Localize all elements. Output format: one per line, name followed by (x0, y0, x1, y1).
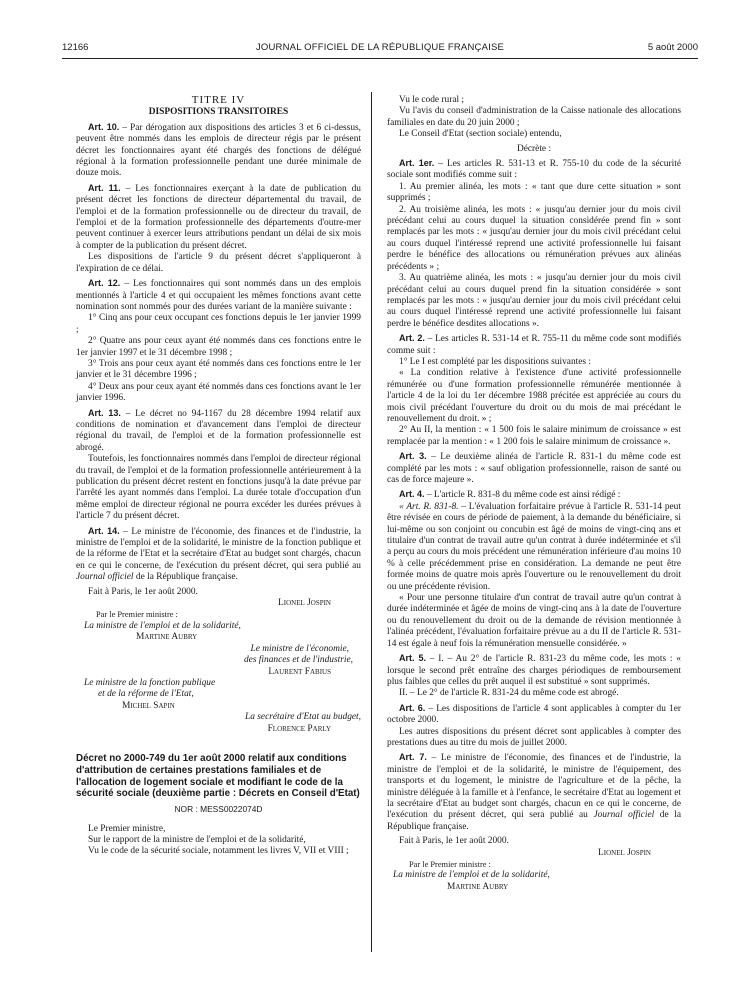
paragraph: Les dispositions de l'article 9 du présent décret s'appliqueront à l'expiration de ce délai. (76, 252, 361, 274)
paragraph: Vu l'avis du conseil d'administration de la Caisse nationale des allocations familiales en date du 20 juin 2000 ; (387, 106, 681, 128)
signatory-title: des finances et de l'industrie, (243, 655, 353, 666)
signatory-title: Le ministre de l'économie, (250, 643, 349, 654)
article-5: Art. 5. – I. – Au 2° de l'article R. 831-23 du même code, les mots : « lorsque le second prêt entraîne des charges périodiques de remboursement plus faibles que celles du prêt auquel il est substitué » sont supprimés. (387, 653, 681, 687)
signatory-name: Martine Aubry (136, 632, 198, 643)
paragraph: II. – Le 2° de l'article R. 831-24 du même code est abrogé. (399, 688, 619, 699)
signatory-title: et de la réforme de l'Etat, (98, 689, 194, 700)
article-7: Art. 7. – Le ministre de l'économie, des finances et de l'industrie, la ministre de l'emploi et de la solidarité, le ministre de l'équipement, des transports et du logement, le ministre de l'agriculture et de la pêche, la ministre déléguée à la famille et à l'enfance, le secrétaire d'Etat au logement et la secrétaire d'Etat au budget sont chargés, chacun en ce qui le concerne, de l'exécution du présent décret, qui sera publié au Journal officiel de la République française. (387, 752, 681, 832)
paragraph: « Art. R. 831-8. – L'évaluation forfaitaire prévue à l'article R. 531-14 peut être révisée en cours de période de paiement, à la demande du bénéficiaire, si lui-même ou son conjoint ou concubin est âgé de moins de vingt-cinq ans et titulaire d'un contrat de travail autre qu'un contrat à durée indéterminée et s'il a perçu au cours du mois précédent une rémunération inférieure d'au moins 10 % à celle précédemment prise en considération. La demande ne peut être formée moins de quatre mois après l'ouverture ou le renouvellement du droit ou une précédente révision. (387, 501, 681, 592)
list-item: 1° Le I est complété par les dispositions suivantes : (399, 356, 591, 367)
article-14: Art. 14. – Le ministre de l'économie, des finances et de l'industrie, la ministre de l'emploi et de la solidarité, le ministre de la fonction publique et de la réforme de l'Etat et la secrétaire d'Etat au budget sont chargés, chacun en ce qui le concerne, de l'exécution du présent décret, qui sera publié au Journal officiel de la République française. (76, 525, 361, 583)
signatory-title: La ministre de l'emploi et de la solidarité, (393, 870, 550, 881)
header-rule (62, 58, 698, 59)
column-divider (371, 92, 372, 952)
left-column (76, 95, 361, 858)
signature-place-date: Fait à Paris, le 1er août 2000. (399, 836, 509, 847)
decrete-heading: Décrète : (516, 143, 552, 154)
signature-intro: Par le Premier ministre : (96, 610, 178, 620)
article-label: Art. 3. (399, 451, 427, 462)
list-item: 1° Cinq ans pour ceux occupant ces fonctions depuis le 1er janvier 1999 ; (76, 313, 361, 335)
journal-title: JOURNAL OFFICIEL DE LA RÉPUBLIQUE FRANÇAISE (255, 42, 505, 53)
article-13: Art. 13. – Le décret no 94-1167 du 28 décembre 1994 relatif aux conditions de nomination et d'avancement dans l'emploi de directeur régional du travail, de l'emploi et de la formation professionnelle est abrogé. (76, 407, 361, 453)
right-column (387, 95, 681, 893)
section-title: TITRE IV (191, 94, 246, 106)
page-number: 12166 (62, 42, 89, 53)
paragraph: Sur le rapport de la ministre de l'emploi et de la solidarité, (88, 834, 306, 845)
page-header (62, 42, 698, 56)
article-label: Art. 13. (88, 407, 121, 418)
article-1: Art. 1er. – Les articles R. 531-13 et R. 755-10 du code de la sécurité sociale sont modifiés comme suit : (387, 158, 681, 181)
article-label: Art. 14. (88, 525, 120, 536)
list-item: 4° Deux ans pour ceux ayant été nommés dans ces fonctions avant le 1er janvier 1996. (76, 381, 361, 404)
paragraph: Vu le code de la sécurité sociale, notamment les livres V, VII et VIII ; (88, 846, 349, 857)
article-label: Art. 12. (88, 278, 121, 289)
section-subtitle: DISPOSITIONS TRANSITOIRES (148, 107, 289, 118)
article-10: Art. 10. – Par dérogation aux dispositions des articles 3 et 6 ci-dessus, peuvent être nommés dans les emplois de directeur régis par le présent décret les fonctionnaires ayant été chargés des fonctions de délégué régional à la formation professionnelle pendant une durée minimale de douze mois. (76, 121, 361, 179)
paragraph: Le Conseil d'Etat (section sociale) entendu, (399, 129, 562, 140)
article-12: Art. 12. – Les fonctionnaires qui sont nommés dans un des emplois mentionnés à l'article 4 et qui occupaient les mêmes fonctions avant cette nomination sont nommés pour des durées variant de la manière suivante : (76, 278, 361, 312)
article-4: Art. 4. – L'article R. 831-8 du même code est ainsi rédigé : (399, 489, 621, 501)
article-label: Art. 7. (399, 752, 427, 763)
signatory-name: Lionel Jospin (598, 847, 651, 858)
paragraph: Le Premier ministre, (88, 823, 166, 834)
signatory-title: La ministre de l'emploi et de la solidarité, (84, 620, 241, 631)
list-item: 3° Trois ans pour ceux ayant été nommés dans ces fonctions entre le 1er janvier et le 31 décembre 1996 ; (76, 358, 361, 381)
list-item: 2° Au II, la mention : « 1 500 fois le salaire minimum de croissance » est remplacée par la mention : « 1 200 fois le salaire minimum de croissance ». (387, 425, 681, 447)
paragraph: Toutefois, les fonctionnaires nommés dans l'emploi de directeur régional du travail, de l'emploi et de la formation professionnelle antérieurement à la publication du présent décret restent en fonctions jusqu'à la date prévue par l'arrêté les ayant nommés dans l'emploi. La durée totale d'occupation d'un même emploi de directeur régional ne pourra excéder les durées prévues à l'article 7 du présent décret. (76, 454, 361, 522)
signatory-name: Martine Aubry (447, 881, 509, 892)
paragraph: Les autres dispositions du présent décret sont applicables à compter des prestations dues au titre du mois de juillet 2000. (387, 726, 681, 748)
article-label: Art. 10. (88, 121, 120, 132)
article-label: Art. 2. (399, 333, 425, 344)
article-2: Art. 2. – Les articles R. 531-14 et R. 755-11 du même code sont modifiés comme suit : (387, 333, 681, 356)
signatory-title: Le ministre de la fonction publique (84, 677, 216, 688)
paragraph: « La condition relative à l'existence d'une activité professionnelle rémunérée ou d'une formation professionnelle rémunérée mentionnée à l'article 4 de la loi du 1er décembre 1988 précitée est appréciée au cours du mois civil précédant l'ouverture du droit ou du mois de mai précédant le renouvellement du droit. » ; (387, 368, 681, 424)
article-label: Art. 1er. (399, 158, 435, 169)
signature-intro: Par le Premier ministre : (409, 860, 491, 869)
article-11: Art. 11. – Les fonctionnaires exerçant à la date de publication du présent décret les fonctions de directeur départemental du travail, de l'emploi et de la formation professionnelle ou de directeur du travail, de l'emploi et de la formation professionnelle des départements d'outre-mer peuvent continuer à exercer leurs attributions pendant un délai de six mois à compter de la publication du présent décret. (76, 182, 361, 251)
signatory-name: Lionel Jospin (278, 598, 331, 609)
signatory-name: Florence Parly (267, 723, 331, 734)
article-6: Art. 6. – Les dispositions de l'article 4 sont applicables à compter du 1er octobre 2000. (387, 702, 681, 726)
issue-date: 5 août 2000 (647, 42, 698, 53)
signatory-title: La secrétaire d'Etat au budget, (245, 712, 361, 723)
article-3: Art. 3. – Le deuxième alinéa de l'article R. 831-1 du même code est complété par les mots : « sauf obligation professionnelle, raison de santé ou cas de force majeure ». (387, 451, 681, 485)
article-label: Art. 5. (399, 653, 426, 664)
paragraph: « Pour une personne titulaire d'un contrat de travail autre qu'un contrat à durée indéterminée et âgée de moins de vingt-cinq ans à la date de l'ouverture ou du renouvellement du droit ou de la demande de révision mentionnée à l'alinéa précédent, l'évaluation forfaitaire prévue au a du II de l'article R. 531-14 est égale à neuf fois la rémunération mensuelle considérée. » (387, 593, 681, 649)
list-item: 3. Au quatrième alinéa, les mots : « jusqu'au dernier jour du mois civil précédant celui au cours duquel prend fin la situation considérée » sont remplacés par les mots : « jusqu'au dernier jour du mois civil précédant celui au cours duquel l'intéressé reprend une activité professionnelle lui faisant perdre le bénéfice desdites allocations ». (387, 273, 681, 329)
article-label: Art. 4. (399, 489, 425, 500)
nor-reference: NOR : MESS0022074D (174, 804, 263, 815)
article-label: Art. 11. (88, 182, 121, 193)
signatory-name: Michel Sapin (122, 700, 175, 711)
list-item: 1. Au premier alinéa, les mots : « tant que dure cette situation » sont supprimés ; (387, 181, 681, 204)
decree-title: Décret no 2000-749 du 1er août 2000 relatif aux conditions d'attribution de certaines prestations familiales et de l'allocation de logement sociale et modifiant le code de la sécurité sociale (deuxième partie : Décrets en Conseil d'Etat) (76, 752, 360, 800)
signatory-name: Laurent Fabius (268, 666, 331, 677)
list-item: 2° Quatre ans pour ceux ayant été nommés dans ces fonctions entre le 1er janvier 1997 et le 31 décembre 1998 ; (76, 336, 361, 358)
list-item: 2. Au troisième alinéa, les mots : « jusqu'au dernier jour du mois civil précédant celui au cours duquel la situation considérée prend fin » sont remplacés par les mots : « jusqu'au dernier jour du mois civil précédant celui au cours duquel l'intéressé reprend une activité professionnelle lui faisant perdre le bénéfice des allocations ou rémunération prévues aux alinéas précédents » ; (387, 204, 681, 272)
article-label: Art. 6. (399, 702, 426, 713)
paragraph: Vu le code rural ; (399, 95, 465, 105)
signature-place-date: Fait à Paris, le 1er août 2000. (88, 586, 198, 597)
